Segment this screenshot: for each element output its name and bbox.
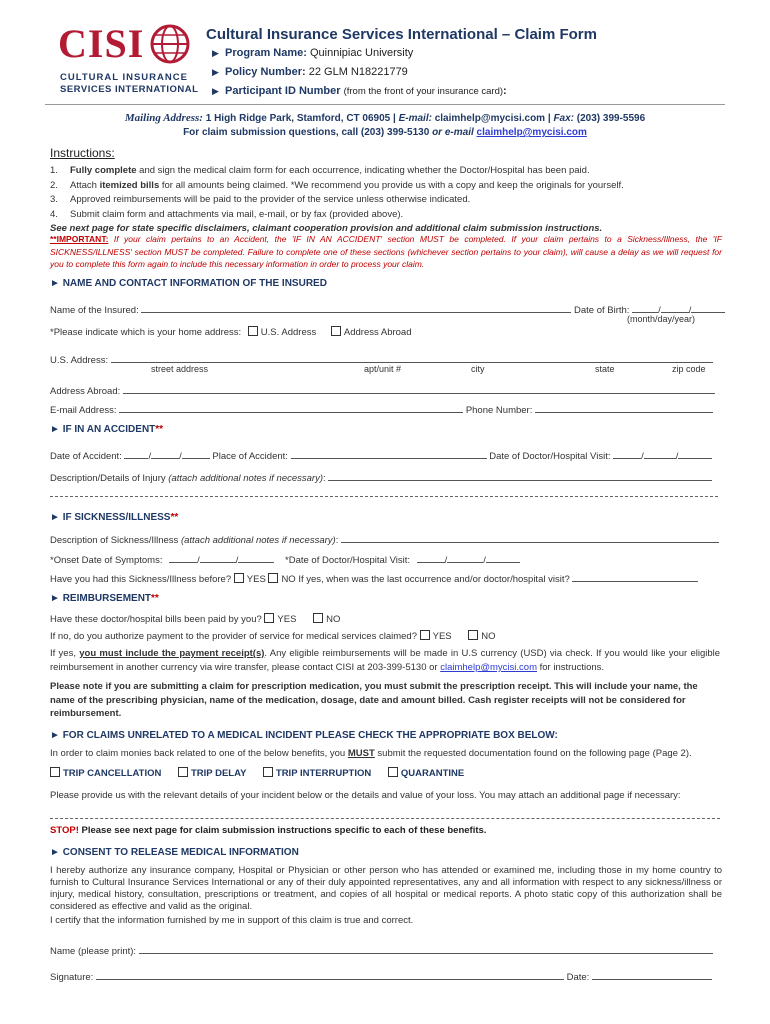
bills-paid-no-label: NO	[326, 614, 341, 625]
policy-row	[212, 66, 408, 78]
accident-month-field[interactable]	[124, 447, 148, 459]
us-address-checkbox[interactable]	[248, 326, 258, 336]
quarantine-checkbox[interactable]	[388, 767, 398, 777]
triangle-bullet-icon: ►	[50, 847, 60, 858]
sickness-description-field[interactable]	[341, 531, 719, 543]
logo-line2: SERVICES INTERNATIONAL	[60, 84, 199, 95]
accident-visit-year-field[interactable]	[678, 447, 712, 459]
logo-wordmark: CISI	[58, 21, 145, 66]
triangle-bullet-icon: ►	[50, 730, 60, 741]
sickness-description-row	[50, 531, 719, 546]
instructions-title: Instructions:	[50, 146, 115, 160]
receipt-note-underline: you must include the payment receipt(s)	[79, 648, 265, 659]
signature-row	[50, 968, 712, 983]
item-bold: Fully complete	[70, 165, 137, 176]
authorize-yes-label: YES	[432, 631, 452, 642]
email-phone-row	[50, 401, 713, 416]
authorize-no-checkbox[interactable]	[468, 630, 478, 640]
insured-name-field[interactable]	[141, 301, 571, 313]
injury-description-line2[interactable]	[50, 496, 718, 497]
sickness-visit-label: *Date of Doctor/Hospital Visit:	[285, 555, 410, 566]
important-text: If your claim pertains to an Accident, the 'IF IN AN ACCIDENT' section MUST be completed. If your claim pertains to a Sickness/Illness, the 'IF SICKNESS/ILLNESS' section MUST be completed. Failure to complete one of these sections (whichever section pertains to your claim), will cause a delay as we will request for you to complete this form again to include this necessary information in order to process your claim.	[50, 234, 722, 269]
email-field[interactable]	[119, 401, 463, 413]
participant-note: (from the front of your insurance card)	[343, 86, 504, 97]
instruction-list	[50, 164, 730, 237]
trip-cancellation-checkbox[interactable]	[50, 767, 60, 777]
accident-date-label: Date of Accident:	[50, 451, 122, 462]
print-name-field[interactable]	[139, 942, 713, 954]
quarantine-label: QUARANTINE	[400, 768, 465, 779]
had-before-yes-checkbox[interactable]	[234, 573, 244, 583]
injury-description-colon: :	[323, 473, 326, 484]
had-before-yes-label: YES	[246, 574, 266, 585]
accident-visit-label: Date of Doctor/Hospital Visit:	[489, 451, 611, 462]
section-accident	[50, 424, 163, 435]
trip-interruption-checkbox[interactable]	[263, 767, 273, 777]
incident-details-field[interactable]	[50, 818, 720, 819]
us-address-field[interactable]	[111, 351, 713, 363]
last-occurrence-label: If yes, when was the last occurrence and/or doctor/hospital visit?	[298, 574, 570, 585]
cisi-logo	[58, 22, 198, 97]
dob-hint: (month/day/year)	[627, 314, 696, 324]
prescription-note: Please note if you are submitting a claim for prescription medication, you must submit the prescription receipt. This will include your name, the name of the prescribing physician, name of the medication, dosage, date and amount billed. Cash register receipts will not be considered for reimbursement.	[50, 681, 698, 719]
section-title: CONSENT TO RELEASE MEDICAL INFORMATION	[62, 847, 299, 858]
logo-line1: CULTURAL INSURANCE	[60, 72, 188, 83]
see-next-page-note: See next page for state specific disclaimers, claimant cooperation provision and additional claim submission instructions.	[50, 223, 603, 234]
section-title: FOR CLAIMS UNRELATED TO A MEDICAL INCIDENT PLEASE CHECK THE APPROPRIATE BOX BELOW:	[62, 730, 558, 741]
receipt-note-text: . Any eligible reimbursements will be made in U.S currency (USD) via check. If you would like your eligible reimbursement in another currency via wire transfer, please contact CISI at 203-399-5130 or	[50, 648, 721, 673]
apt-unit-label: apt/unit #	[364, 364, 402, 374]
bills-paid-yes-checkbox[interactable]	[264, 613, 274, 623]
header-divider	[45, 104, 725, 105]
authorize-yes-checkbox[interactable]	[420, 630, 430, 640]
accident-year-field[interactable]	[182, 447, 210, 459]
onset-row: *Onset Date of Symptoms: / / *Date of Doctor/Hospital Visit: / /	[50, 551, 520, 566]
section-title: IF IN AN ACCIDENT	[62, 424, 156, 435]
abroad-address-checkbox[interactable]	[331, 326, 341, 336]
item-pre: Attach	[70, 179, 100, 191]
participant-colon: :	[503, 85, 507, 97]
trip-interruption-label: TRIP INTERRUPTION	[275, 768, 372, 779]
policy-value: 22 GLM N18221779	[308, 66, 408, 78]
signature-field[interactable]	[96, 968, 564, 980]
us-address-option: U.S. Address	[260, 327, 317, 338]
abroad-address-option: Address Abroad	[343, 327, 412, 338]
injury-description-note: (attach additional notes if necessary)	[168, 473, 324, 484]
questions-text: For claim submission questions, call (203) 399-5130	[183, 127, 430, 138]
accident-visit-day-field[interactable]	[644, 447, 676, 459]
section-name-contact	[50, 278, 327, 289]
had-before-label: Have you had this Sickness/Illness before?	[50, 574, 232, 585]
street-address-label: street address	[151, 364, 209, 374]
triangle-bullet-icon: ►	[50, 593, 60, 604]
accident-day-field[interactable]	[151, 447, 179, 459]
stop-text: Please see next page for claim submission instructions specific to each of these benefits.	[81, 825, 487, 836]
required-stars: **	[155, 424, 164, 435]
item-text: Submit claim form and attachments via mail, e-mail, or by fax (provided above).	[70, 208, 404, 220]
item-num: 2.	[50, 179, 58, 191]
instruction-item	[50, 179, 730, 194]
triangle-bullet-icon: ▶	[212, 48, 219, 58]
sickness-visit-year-field[interactable]	[486, 551, 520, 563]
injury-description-label: Description/Details of Injury	[50, 473, 166, 484]
item-bold: itemized bills	[99, 179, 160, 191]
consent-paragraph: I hereby authorize any insurance company, Hospital or Physician or other person who has attended or examined me, including those in my home country to furnish to Cultural Insurance Services International or any of their duly appointed representatives, any and all information with respect to any sickness/illness or injury, medical history, consultation, prescriptions or treatment, and copies of all hospital or medical reports. A photo static copy of this authorization shall be considered as effective and valid as the original.	[50, 865, 722, 912]
authorize-label: If no, do you authorize payment to the provider of service for medical services claimed?	[50, 631, 417, 642]
important-label: **IMPORTANT:	[50, 234, 109, 244]
dob-year-field[interactable]	[691, 301, 725, 313]
section-title: IF SICKNESS/ILLNESS	[62, 512, 171, 523]
bills-paid-row	[50, 613, 340, 625]
form-title: Cultural Insurance Services International – Claim Form	[206, 26, 597, 43]
unrelated-intro-must: MUST	[347, 748, 375, 759]
accident-place-field[interactable]	[291, 447, 487, 459]
onset-day-field[interactable]	[200, 551, 236, 563]
item-num: 3.	[50, 194, 58, 205]
authorize-no-label: NO	[481, 631, 496, 642]
stop-note	[50, 825, 486, 836]
insured-name-label: Name of the Insured:	[50, 305, 139, 316]
dob-month-field[interactable]	[632, 301, 658, 313]
unrelated-intro	[50, 748, 692, 759]
unrelated-intro-post: submit the requested documentation found on the following page (Page 2).	[377, 748, 692, 759]
abroad-address-row	[50, 382, 715, 397]
stop-label: STOP!	[50, 825, 79, 836]
bills-paid-label: Have these doctor/hospital bills been paid by you?	[50, 614, 262, 625]
mailing-address	[0, 112, 770, 124]
had-before-no-label: NO	[281, 574, 296, 585]
had-before-no-checkbox[interactable]	[268, 573, 278, 583]
state-label: state	[595, 364, 615, 374]
receipt-note	[50, 647, 720, 675]
benefit-options	[50, 767, 464, 779]
authorize-row	[50, 630, 496, 642]
item-text: and sign the medical claim form for each occurrence, indicating whether the Doctor/Hospital has been paid.	[136, 165, 590, 176]
sickness-visit-day-field[interactable]	[447, 551, 483, 563]
important-note	[50, 233, 722, 271]
accident-visit-month-field[interactable]	[613, 447, 641, 459]
participant-row	[212, 85, 507, 97]
had-before-row	[50, 570, 698, 585]
item-text: Approved reimbursements will be paid to the provider of the service unless otherwise indicated.	[70, 194, 471, 205]
section-sickness	[50, 512, 178, 523]
section-reimbursement	[50, 593, 159, 604]
item-num: 1.	[50, 165, 58, 176]
mailing-address-text: 1 High Ridge Park, Stamford, CT 06905 |	[205, 113, 396, 124]
home-address-label: *Please indicate which is your home address:	[50, 327, 242, 338]
triangle-bullet-icon: ▶	[212, 86, 219, 96]
accident-place-label: Place of Accident:	[212, 451, 288, 462]
item-text: for all amounts being claimed. *We recommend you provide us with a copy and keep the originals for yourself.	[159, 179, 624, 191]
required-stars: **	[170, 512, 179, 523]
us-address-label: U.S. Address:	[50, 355, 109, 366]
unrelated-intro-pre: In order to claim monies back related to one of the below benefits, you	[50, 748, 346, 759]
questions-or-email: or e-mail	[432, 127, 474, 138]
abroad-address-label: Address Abroad:	[50, 386, 121, 397]
sickness-description-colon: :	[335, 535, 339, 546]
onset-month-field[interactable]	[169, 551, 197, 563]
injury-description-row	[50, 469, 712, 484]
sickness-description-label: Description of Sickness/Illness	[50, 535, 179, 546]
insured-name-row: Name of the Insured: Date of Birth: / /	[50, 301, 720, 316]
receipt-email-link[interactable]: claimhelp@mycisi.com	[440, 662, 537, 673]
print-name-row	[50, 942, 713, 957]
receipt-note-end: for instructions.	[539, 662, 605, 673]
city-label: city	[471, 364, 485, 374]
signature-label: Signature:	[50, 972, 94, 983]
onset-year-field[interactable]	[238, 551, 274, 563]
participant-label: Participant ID Number	[224, 85, 341, 97]
dob-label: Date of Birth:	[574, 305, 630, 316]
accident-date-row: Date of Accident: / / Place of Accident: Date of Doctor/Hospital Visit: / /	[50, 447, 712, 462]
globe-icon	[150, 24, 190, 64]
instruction-item	[50, 164, 730, 179]
phone-label: Phone Number:	[465, 405, 533, 416]
triangle-bullet-icon: ▶	[212, 67, 219, 77]
bills-paid-no-checkbox[interactable]	[313, 613, 323, 623]
signature-date-field[interactable]	[592, 968, 712, 980]
program-value: Quinnipiac University	[309, 47, 414, 59]
instruction-item	[50, 193, 730, 208]
trip-delay-label: TRIP DELAY	[190, 768, 247, 779]
signature-date-label: Date:	[566, 972, 590, 983]
triangle-bullet-icon: ►	[50, 424, 60, 435]
program-label: Program Name:	[224, 47, 307, 59]
program-row	[212, 47, 413, 59]
questions-email-link[interactable]: claimhelp@mycisi.com	[476, 127, 587, 138]
abroad-address-field[interactable]	[123, 382, 715, 394]
sickness-description-note: (attach additional notes if necessary)	[180, 535, 336, 546]
onset-date-label: *Onset Date of Symptoms:	[50, 555, 163, 566]
section-unrelated	[50, 730, 558, 741]
certify-statement: I certify that the information furnished by me in support of this claim is true and correct.	[50, 915, 414, 926]
dob-day-field[interactable]	[661, 301, 689, 313]
claim-questions	[0, 127, 770, 138]
mailing-label: Mailing Address:	[124, 112, 203, 124]
trip-delay-checkbox[interactable]	[178, 767, 188, 777]
instruction-item	[50, 208, 730, 223]
zip-code-label: zip code	[672, 364, 706, 374]
incident-details-label: Please provide us with the relevant details of your incident below or the details and value of your loss. You may attach an additional page if necessary:	[50, 790, 681, 801]
phone-field[interactable]	[535, 401, 713, 413]
triangle-bullet-icon: ►	[50, 512, 60, 523]
mailing-email: claimhelp@mycisi.com |	[434, 113, 551, 124]
policy-label: Policy Number:	[224, 66, 306, 78]
last-occurrence-field[interactable]	[572, 570, 698, 582]
mailing-fax-label: Fax:	[553, 113, 574, 124]
email-label: E-mail Address:	[50, 405, 117, 416]
injury-description-field[interactable]	[328, 469, 712, 481]
mailing-email-label: E-mail:	[398, 113, 432, 124]
item-num: 4.	[50, 208, 58, 220]
print-name-label: Name (please print):	[50, 946, 137, 957]
trip-cancellation-label: TRIP CANCELLATION	[63, 768, 162, 779]
section-title: REIMBURSEMENT	[62, 593, 152, 604]
section-consent	[50, 847, 299, 858]
section-title: NAME AND CONTACT INFORMATION OF THE INSURED	[62, 278, 327, 289]
bills-paid-yes-label: YES	[277, 614, 297, 625]
mailing-fax: (203) 399-5596	[576, 113, 646, 124]
triangle-bullet-icon: ►	[50, 278, 60, 289]
home-address-row	[50, 326, 412, 338]
receipt-note-pre: If yes,	[50, 648, 76, 659]
required-stars: **	[151, 593, 159, 604]
sickness-visit-month-field[interactable]	[417, 551, 445, 563]
